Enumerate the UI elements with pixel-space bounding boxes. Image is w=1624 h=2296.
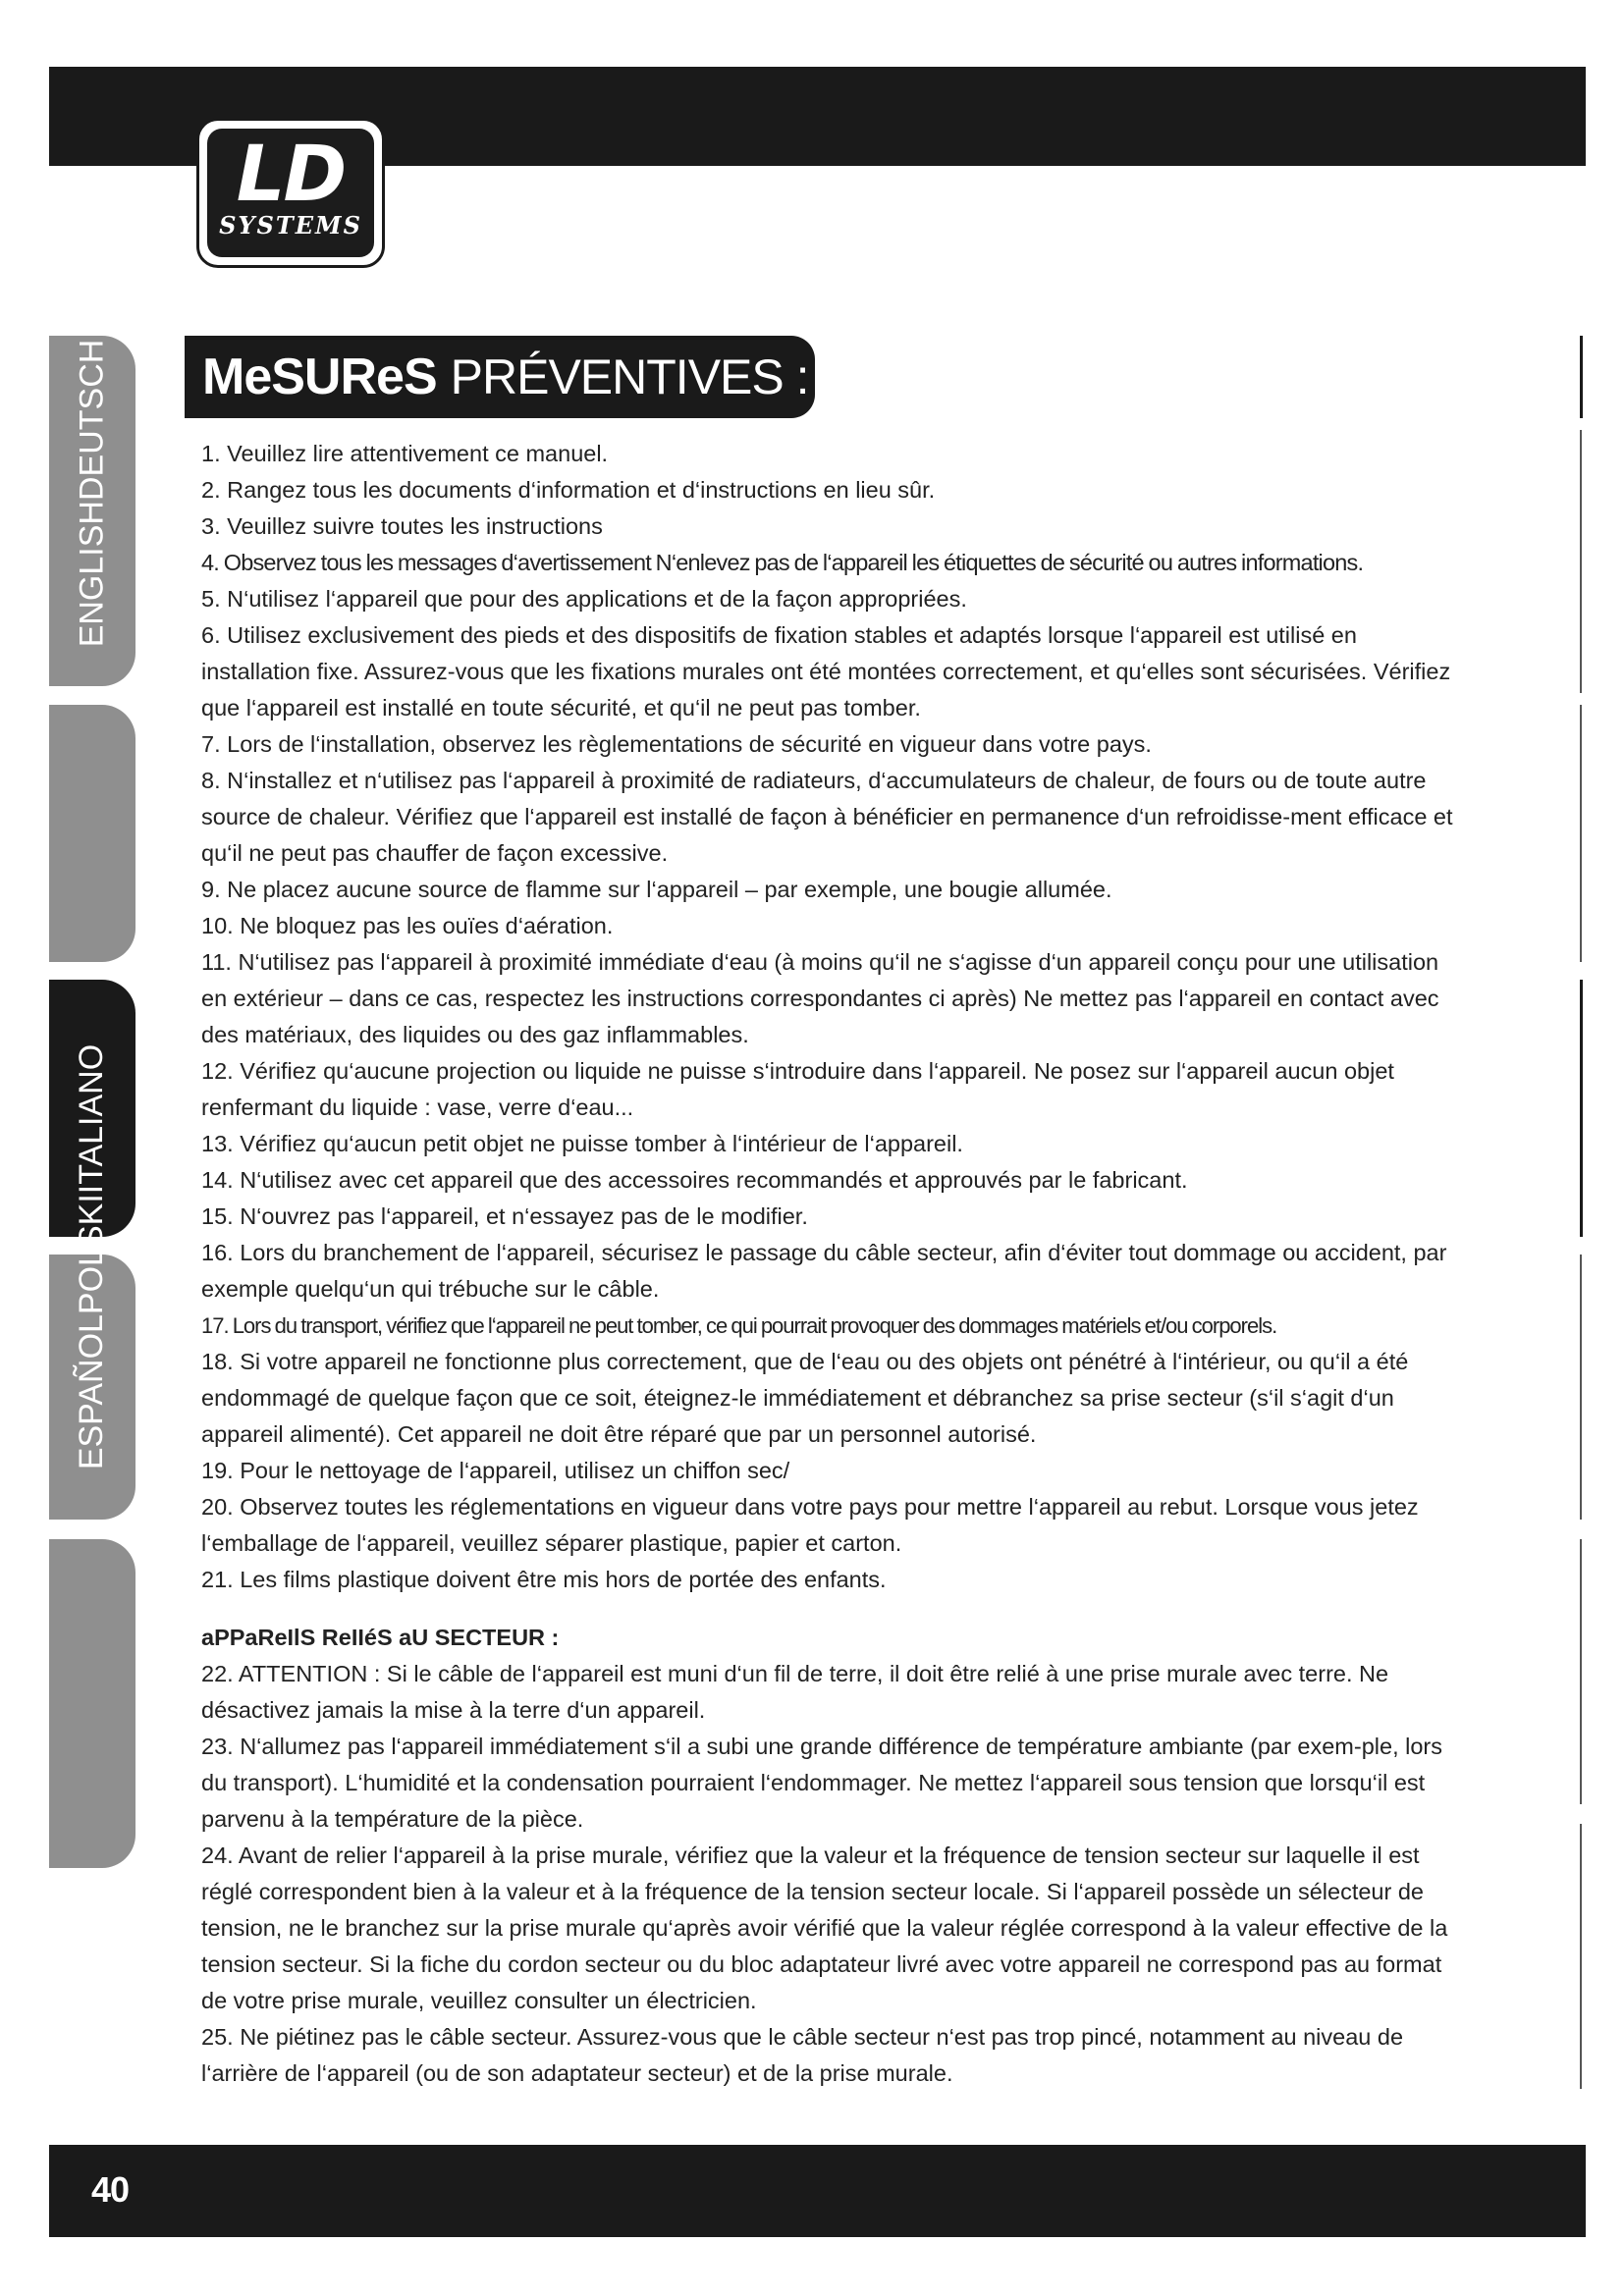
logo-sub-text: SYSTEMS — [219, 211, 362, 240]
instruction-item: 8. N‘installez et n‘utilisez pas l‘appareil à proximité de radiateurs, d‘accumulateurs de chaleur, de fours ou de toute autre source de chaleur. Vérifiez que l‘appareil est installé de façon à bénéficier en permanence d‘un refroidisse-ment efficace et qu‘il ne peut pas chauffer de façon excessive. — [201, 768, 1453, 866]
side-label-espanol-polski-italiano — [49, 1021, 135, 1492]
instruction-item: 16. Lors du branchement de l‘appareil, sécurisez le passage du câble secteur, afin d‘éviter tout dommage ou accident, par exemple quelqu‘un qui trébuche sur le câble. — [201, 1240, 1447, 1302]
instruction-item: 22. ATTENTION : Si le câble de l‘appareil est muni d‘un fil de terre, il doit être relié à une prise murale avec terre. Ne désactivez jamais la mise à la terre d‘un appareil. — [201, 1661, 1389, 1723]
right-rule — [1580, 1824, 1582, 2089]
page-title-bold: MeSUReS — [202, 348, 437, 405]
side-label-english-deutsch — [49, 336, 135, 650]
right-rule — [1580, 1539, 1582, 1804]
page-number: 40 — [91, 2169, 130, 2210]
page-title — [185, 336, 815, 418]
side-tab-2[interactable] — [49, 705, 135, 962]
instruction-item: 3. Veuillez suivre toutes les instructions — [201, 513, 603, 539]
instruction-item: 9. Ne placez aucune source de flamme sur l‘appareil – par exemple, une bougie allumée. — [201, 877, 1112, 902]
logo-main-text: LD — [236, 131, 346, 219]
instruction-item: 24. Avant de relier l‘appareil à la prise murale, vérifiez que la valeur et la fréquence de tension secteur sur laquelle il est réglé correspondent bien à la valeur et à la fréquence de la tension secteur locale. Si l‘appareil possède un sélecteur de tension, ne le branchez sur la prise murale qu‘après avoir vérifié que la valeur réglée correspond à la valeur effective de la tension secteur. Si la fiche du cordon secteur ou du bloc adaptateur livré avec votre appareil ne correspond pas au format de votre prise murale, veuillez consulter un électricien. — [201, 1842, 1448, 2013]
instruction-item: 19. Pour le nettoyage de l‘appareil, utilisez un chiffon sec/ — [201, 1458, 790, 1483]
instruction-item: 18. Si votre appareil ne fonctionne plus correctement, que de l‘eau ou des objets ont pénétré à l‘intérieur, ou qu‘il a été endommagé de quelque façon que ce soit, éteignez-le immédiatement et débranchez sa prise secteur (s‘il s‘agit d‘un appareil alimenté). Cet appareil ne doit être réparé que par un personnel autorisé. — [201, 1349, 1409, 1447]
instruction-item: 23. N‘allumez pas l‘appareil immédiatement s‘il a subi une grande différence de température ambiante (par exem-ple, lors du transport). L‘humidité et la condensation pourraient l‘endommager. Ne mettez l‘appareil sous tension que lorsqu‘il est parvenu à la température de la pièce. — [201, 1734, 1442, 1832]
safety-instructions — [201, 436, 1453, 2092]
right-rule — [1580, 336, 1583, 418]
side-label-english-deutsch-text: ENGLISHDEUTSCH — [73, 339, 111, 647]
instruction-item: 25. Ne piétinez pas le câble secteur. Assurez-vous que le câble secteur n‘est pas trop pincé, notamment au niveau de l‘arrière de l‘appareil (ou de son adaptateur secteur) et de la prise murale. — [201, 2024, 1404, 2086]
footer-bar — [49, 2145, 1586, 2237]
instruction-item: 17. Lors du transport, vérifiez que l‘appareil ne peut tomber, ce qui pourrait provoquer des dommages matériels et/ou corporels. — [201, 1313, 1277, 1338]
instruction-item: 13. Vérifiez qu‘aucun petit objet ne puisse tomber à l‘intérieur de l‘appareil. — [201, 1131, 963, 1156]
side-tab-5[interactable] — [49, 1539, 135, 1868]
instruction-item: 7. Lors de l‘installation, observez les règlementations de sécurité en vigueur dans votre pays. — [201, 731, 1152, 757]
instruction-item: 20. Observez toutes les réglementations en vigueur dans votre pays pour mettre l‘appareil au rebut. Lorsque vous jetez l‘emballage de l‘appareil, veuillez séparer plastique, papier et carton. — [201, 1494, 1419, 1556]
instruction-item: 1. Veuillez lire attentivement ce manuel. — [201, 441, 609, 466]
right-rule — [1580, 430, 1582, 693]
instruction-item: 4. Observez tous les messages d‘avertissement N‘enlevez pas de l‘appareil les étiquettes de sécurité ou autres informations. — [201, 550, 1364, 575]
right-rule — [1580, 980, 1583, 1237]
right-rule — [1580, 1255, 1582, 1520]
instruction-item: 10. Ne bloquez pas les ouïes d‘aération. — [201, 913, 614, 938]
instruction-item: 2. Rangez tous les documents d‘information et d‘instructions en lieu sûr. — [201, 477, 936, 503]
instruction-item: 11. N‘utilisez pas l‘appareil à proximité immédiate d‘eau (à moins qu‘il ne s‘agisse d‘un appareil conçu pour une utilisation en extérieur – dans ce cas, respectez les instructions correspondantes ci après) Ne mettez pas l‘appareil en contact avec des matériaux, des liquides ou des gaz inflammables. — [201, 949, 1439, 1047]
instruction-item: 14. N‘utilisez avec cet appareil que des accessoires recommandés et approuvés par le fabricant. — [201, 1167, 1188, 1193]
instruction-item: 6. Utilisez exclusivement des pieds et des dispositifs de fixation stables et adaptés lorsque l‘appareil est utilisé en installation fixe. Assurez-vous que les fixations murales ont été montées correctement, et qu‘elles sont sécurisées. Vérifiez que l‘appareil est installé en toute sécurité, et qu‘il ne peut pas tomber. — [201, 622, 1451, 721]
logo-badge — [207, 129, 374, 257]
page-title-light: PRÉVENTIVES : — [450, 349, 809, 404]
side-label-espanol-polski-italiano-text: ESPAÑOLPOLSKIITALIANO — [73, 1043, 111, 1469]
ld-systems-logo — [196, 118, 385, 268]
instruction-item: 5. N‘utilisez l‘appareil que pour des applications et de la façon appropriées. — [201, 586, 967, 612]
section-heading: aPPaReIlS ReIIéS aU SECTEUR : — [201, 1625, 560, 1650]
right-rule — [1580, 705, 1582, 962]
instruction-item: 15. N‘ouvrez pas l‘appareil, et n‘essayez pas de le modifier. — [201, 1203, 808, 1229]
instruction-item: 21. Les films plastique doivent être mis hors de portée des enfants. — [201, 1567, 887, 1592]
instruction-item: 12. Vérifiez qu‘aucune projection ou liquide ne puisse s‘introduire dans l‘appareil. Ne posez sur l‘appareil aucun objet renfermant du liquide : vase, verre d‘eau... — [201, 1058, 1394, 1120]
